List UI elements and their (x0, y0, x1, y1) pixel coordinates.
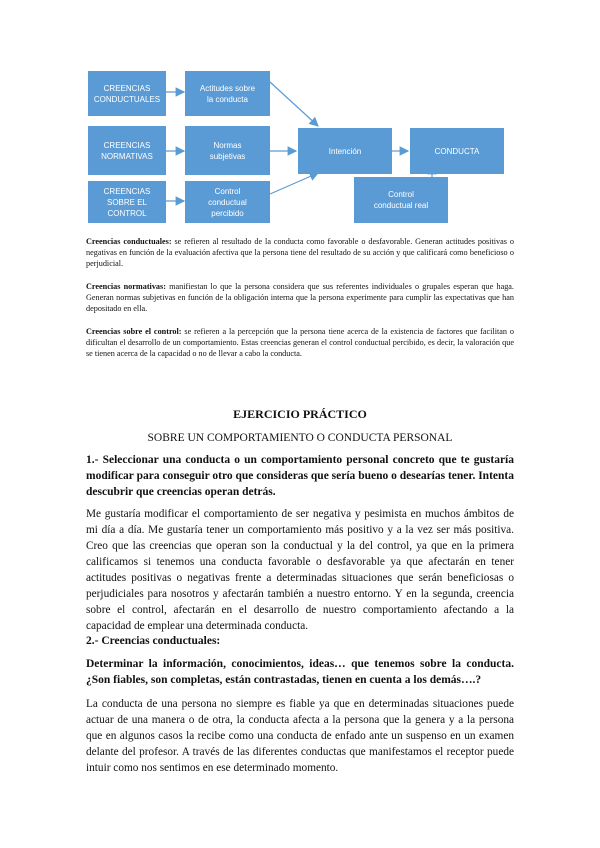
exercise-title: EJERCICIO PRÁCTICO (233, 407, 367, 421)
box-control-real: Control conductual real (354, 177, 448, 223)
definition-term: Creencias sobre el control: (86, 327, 182, 336)
answer-1: Me gustaría modificar el comportamiento de ser negativa y pesimista en muchos ámbitos de mi día a día. Me gustaría tener un comportamiento más positivo y a la vez ser más positiva. Creo que las creencias que operan son la conductual y la del control, ya que en la primera calificamos si tenemos una conducta favorable o desfavorable ya que afectarán en tener actitudes positivas o negativas frente a determinadas situaciones que serán beneficiosas o perjudiciales para nosotros y afectarán también a nuestro entorno. Y en la segunda, creencia sobre el control, afectarán en el desarrollo de nuestro comportamiento afectando a la capacidad de emplear una determinada conducta. (86, 508, 514, 632)
arrow-actitudes-to-intencion (270, 82, 318, 126)
exercise-subtitle: SOBRE UN COMPORTAMIENTO O CONDUCTA PERSONAL (147, 432, 453, 444)
definition-creencias-control (86, 326, 514, 360)
definition-text: se refieren a la percepción que la persona tiene acerca de la existencia de factores que facilitan o dificultan el desarrollo de un comportamiento. Estas creencias generan el control conductual percibido, es decir, la valoración que se tienen acerca de la capacidad o no de llevar a cabo la conducta. (86, 327, 514, 359)
box-control-percibido: Control conductual percibido (185, 181, 270, 223)
arrow-control-percibido-to-intencion (270, 173, 318, 194)
definition-text: manifiestan lo que la persona considera que sus referentes individuales o grupales esperan que haga. Generan normas subjetivas en función de la obligación interna que la persona experimente para cumplir las expectativas que han depositado en ella. (86, 282, 514, 314)
box-conducta: CONDUCTA (410, 128, 504, 174)
definition-creencias-conductuales (86, 236, 514, 270)
question-2: Determinar la información, conocimientos, ideas… que tenemos sobre la conducta. ¿Son fiables, son completas, están contrastadas, tienen en cuenta a los demás….? (86, 658, 514, 686)
section-2-heading: 2.- Creencias conductuales: (86, 635, 221, 647)
definition-term: Creencias conductuales: (86, 237, 172, 246)
box-creencias-normativas: CREENCIAS NORMATIVAS (88, 126, 166, 175)
question-1: 1.- Seleccionar una conducta o un comportamiento personal concreto que te gustaría modificar para conseguir otro que consideras que sería bueno o desearías tener. Intenta descubrir que creencias operan detrás. (86, 454, 514, 498)
box-creencias-control: CREENCIAS SOBRE EL CONTROL (88, 181, 166, 223)
box-normas-subjetivas: Normas subjetivas (185, 126, 270, 175)
box-actitudes: Actitudes sobre la conducta (185, 71, 270, 116)
definition-text: se refieren al resultado de la conducta como favorable o desfavorable. Generan actitudes positivas o negativas en función de la evaluación afectiva que la persona tiene del resultado de su acción y que calificará como beneficioso o perjudicial. (86, 237, 514, 269)
definition-creencias-normativas (86, 281, 514, 315)
answer-2: La conducta de una persona no siempre es fiable ya que en determinadas situaciones puede actuar de una manera o de otra, la conducta afecta a la persona que la genera y a la persona que en algunos casos la recibe como una conducta de enfado ante un suspenso en un examen delante del profesor. A través de las diferentes conductas que manifestamos el receptor puede intuir como nos sentimos en ese determinado momento. (86, 698, 514, 774)
definition-term: Creencias normativas: (86, 282, 166, 291)
box-creencias-conductuales: CREENCIAS CONDUCTUALES (88, 71, 166, 116)
box-intencion: Intención (298, 128, 392, 174)
